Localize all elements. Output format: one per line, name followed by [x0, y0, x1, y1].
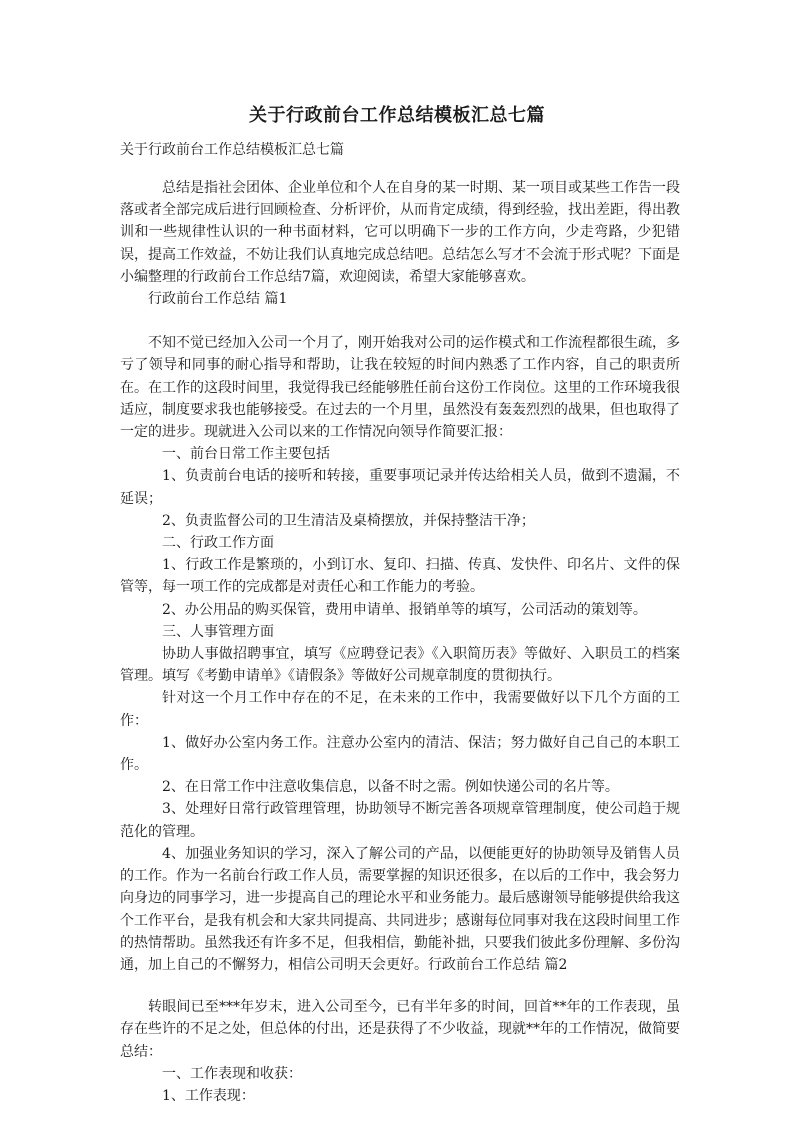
- document-title: 关于行政前台工作总结模板汇总七篇: [249, 105, 545, 126]
- list-item: 1、做好办公室内务工作。注意办公室内的清洁、保洁；努力做好自己自己的本职工作。: [120, 734, 680, 774]
- list-heading: 二、行政工作方面: [162, 535, 274, 552]
- list-item: 3、处理好日常行政管理管理，协助领导不断完善各项规章管理制度，使公司趋于规范化的管理。: [120, 801, 680, 840]
- list-item: 1、负责前台电话的接听和转接，重要事项记录并传达给相关人员，做到不遗漏，不延误；: [120, 468, 680, 507]
- body-paragraph: 针对这一个月工作中存在的不足，在未来的工作中，我需要做好以下几个方面的工作：: [120, 690, 680, 729]
- list-item: 2、办公用品的购买保管，费用申请单、报销单等的填写，公司活动的策划等。: [162, 601, 647, 618]
- list-item: 2、负责监督公司的卫生清洁及桌椅摆放，并保持整洁干净；: [162, 512, 535, 529]
- list-item: 2、在日常工作中注意收集信息，以备不时之需。例如快递公司的名片等。: [162, 779, 619, 796]
- spacer: [120, 976, 680, 996]
- list-item: 1、工作表现：: [162, 1087, 255, 1104]
- list-heading: 一、前台日常工作主要包括: [162, 446, 330, 463]
- body-paragraph: 协助人事做招聘事宜，填写《应聘登记表》《入职简历表》等做好、入职员工的档案管理。填写《考勤申请单》《请假条》等做好公司规章制度的贯彻执行。: [120, 646, 680, 685]
- list-item: 4、加强业务知识的学习，深入了解公司的产品，以便能更好的协助领导及销售人员的工作。作为一名前台行政工作人员，需要掌握的知识还很多，在以后的工作中，我会努力向身边的同事学习，进一步提高自己的理论水平和业务能力。最后感谢领导能够提供给我这个工作平台，是我有机会和大家共同提高、共同进步；感谢每位同事对我在这段时间里工作的热情帮助。虽然我还有许多不足，但我相信，勤能补拙，只要我们彼此多份理解、多份沟通，加上自己的不懈努力，相信公司明天会更好。行政前台工作总结 篇2: [120, 845, 680, 973]
- body-paragraph: 不知不觉已经加入公司一个月了，刚开始我对公司的运作模式和工作流程都很生疏，多亏了领导和同事的耐心指导和帮助，让我在较短的时间内熟悉了工作内容，自己的职责所在。在工作的这段时间里，我觉得我已经能够胜任前台这份工作岗位。这里的工作环境我很适应，制度要求我也能够接受。在过去的一个月里，虽然没有轰轰烈烈的战果，但也取得了一定的进步。现就进入公司以来的工作情况向领导作简要汇报：: [120, 335, 680, 441]
- spacer: [120, 310, 680, 332]
- list-heading: 一、工作表现和收获：: [162, 1065, 302, 1082]
- list-heading: 三、人事管理方面: [162, 623, 274, 640]
- intro-paragraph: 总结是指社会团体、企业单位和个人在自身的某一时期、某一项目或某些工作告一段落或者全部完成后进行回顾检查、分析评价，从而肯定成绩，得到经验，找出差距，得出教训和一些规律性认识的一种书面材料，它可以明确下一步的工作方向，少走弯路，少犯错误，提高工作效益，不妨让我们认真地完成总结吧。总结怎么写才不会流于形式呢？下面是小编整理的行政前台工作总结7篇，欢迎阅读，希望大家能够喜欢。: [120, 180, 680, 285]
- document-body: [120, 177, 680, 1107]
- body-paragraph: 转眼间已至***年岁末，进入公司至今，已有半年多的时间，回首**年的工作表现，虽存在些许的不足之处，但总体的付出，还是获得了不少收益，现就**年的工作情况，做简要总结：: [120, 999, 680, 1060]
- section-heading-1: 行政前台工作总结 篇1: [148, 291, 288, 308]
- document-subtitle: 关于行政前台工作总结模板汇总七篇: [120, 142, 344, 158]
- list-item: 1、行政工作是繁琐的，小到订水、复印、扫描、传真、发快件、印名片、文件的保管等，每一项工作的完成都是对责任心和工作能力的考验。: [120, 557, 680, 596]
